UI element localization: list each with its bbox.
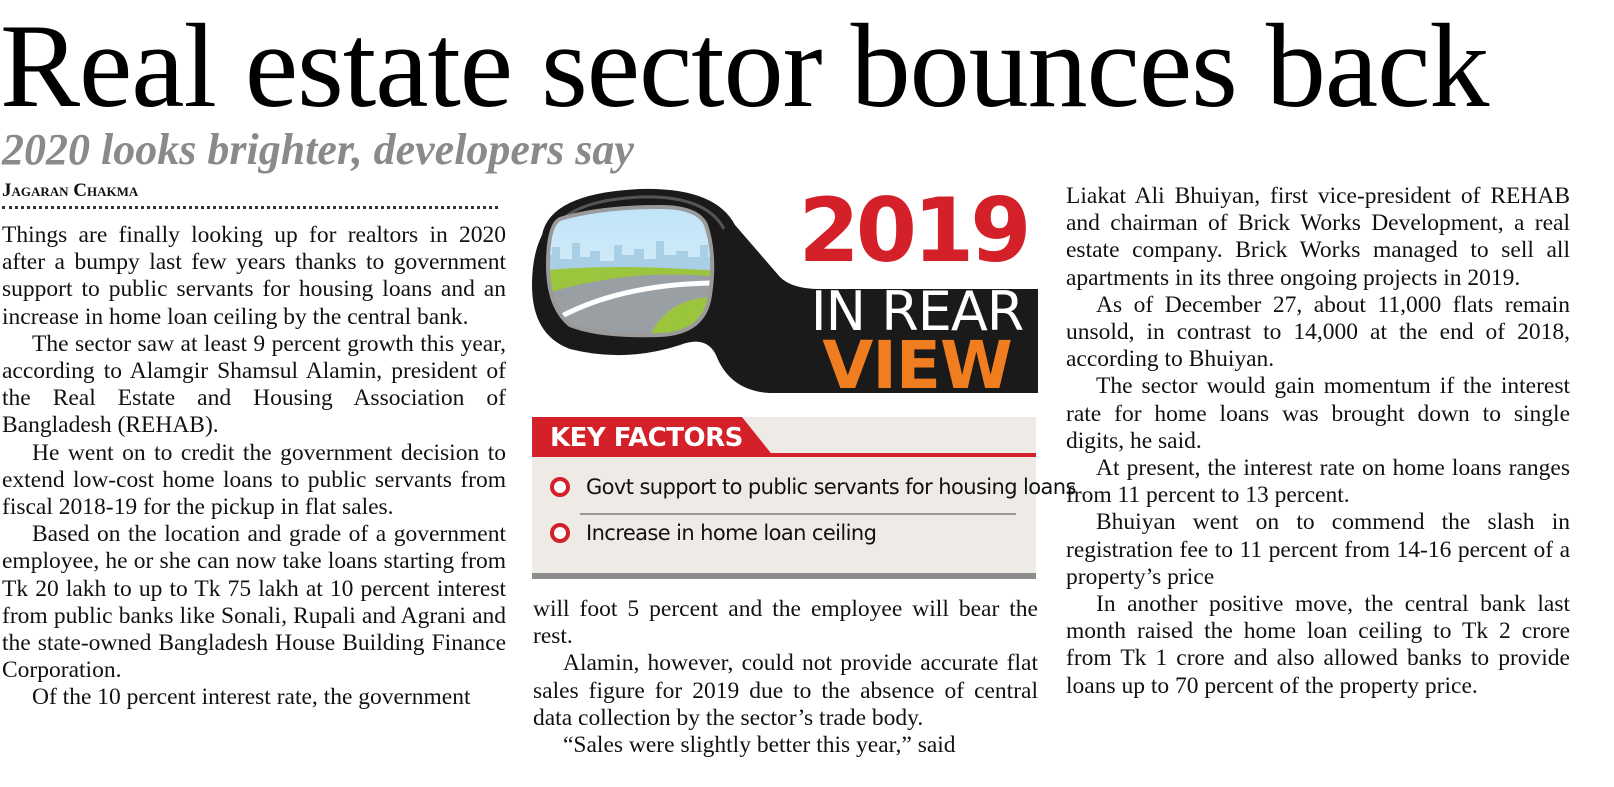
article-column-2 [533, 596, 1038, 759]
paragraph: Alamin, however, could not provide accurate flat sales figure for 2019 due to the absence of central data collection by the sector’s trade body. [533, 650, 1038, 731]
rear-view-graphic [530, 179, 1076, 577]
bullet-circle-icon [550, 477, 570, 497]
key-factor-text: Increase in home loan ceiling [586, 521, 877, 545]
subheadline: 2020 looks brighter, developers say [2, 125, 634, 174]
paragraph: The sector would gain momentum if the interest rate for home loans was brought down to single digits, he said. [1066, 373, 1570, 454]
graphic-line-view: VIEW [822, 327, 1012, 404]
paragraph: In another positive move, the central bank last month raised the home loan ceiling to Tk 2 crore from Tk 1 crore and also allowed banks to provide loans up to 70 percent of the property price. [1066, 591, 1570, 699]
paragraph: “Sales were slightly better this year,” said [563, 732, 956, 759]
byline: Jagaran Chakma [2, 180, 139, 201]
bullet-circle-icon [550, 523, 570, 543]
article-column-1 [2, 222, 506, 712]
graphic-line-in-rear: IN REAR [810, 280, 1024, 343]
paragraph: As of December 27, about 11,000 flats remain unsold, in contrast to 14,000 at the end of 2018, according to Bhuiyan. [1066, 291, 1570, 373]
paragraph: Based on the location and grade of a government employee, he or she can now take loans starting from Tk 20 lakh to up to Tk 75 lakh at 10 percent interest from public banks like Sonali, Rupali and Agrani and the state-owned Bangladesh House Building Finance Corporation. [2, 521, 506, 684]
paragraph: He went on to credit the government decision to extend low-cost home loans to public servants from fiscal 2018-19 for the pickup in flat sales. [2, 439, 506, 521]
paragraph: At present, the interest rate on home loans ranges from 11 percent to 13 percent. [1066, 455, 1570, 509]
graphic-year: 2019 [798, 179, 1028, 282]
paragraph: The sector saw at least 9 percent growth this year, according to Alamgir Shamsul Alamin, president of the Real Estate and Housing Association of Bangladesh (REHAB). [2, 330, 506, 439]
key-factor-text: Govt support to public servants for housing loans [586, 475, 1076, 499]
key-factor-item [550, 521, 876, 545]
article-column-3 [1066, 183, 1570, 700]
paragraph: Liakat Ali Bhuiyan, first vice-president of REHAB and chairman of Brick Works Development, a real estate company. Brick Works managed to sell all apartments in its three ongoing projects in 2019. [1066, 183, 1570, 291]
paragraph: Of the 10 percent interest rate, the government [32, 684, 471, 711]
key-factors-title: KEY FACTORS [550, 423, 743, 453]
paragraph: Bhuiyan went on to commend the slash in registration fee to 11 percent from 14-16 percent of a property’s price [1066, 509, 1570, 590]
paragraph: will foot 5 percent and the employee will bear the rest. [533, 596, 1038, 650]
key-factor-item [550, 475, 1076, 499]
paragraph: Things are finally looking up for realtors in 2020 after a bumpy last few years thanks to government support to public servants for housing loans and an increase in home loan ceiling by the central bank. [2, 222, 506, 330]
headline: Real estate sector bounces back [0, 0, 1489, 132]
key-factor-divider [580, 513, 1016, 515]
byline-divider [2, 206, 498, 209]
